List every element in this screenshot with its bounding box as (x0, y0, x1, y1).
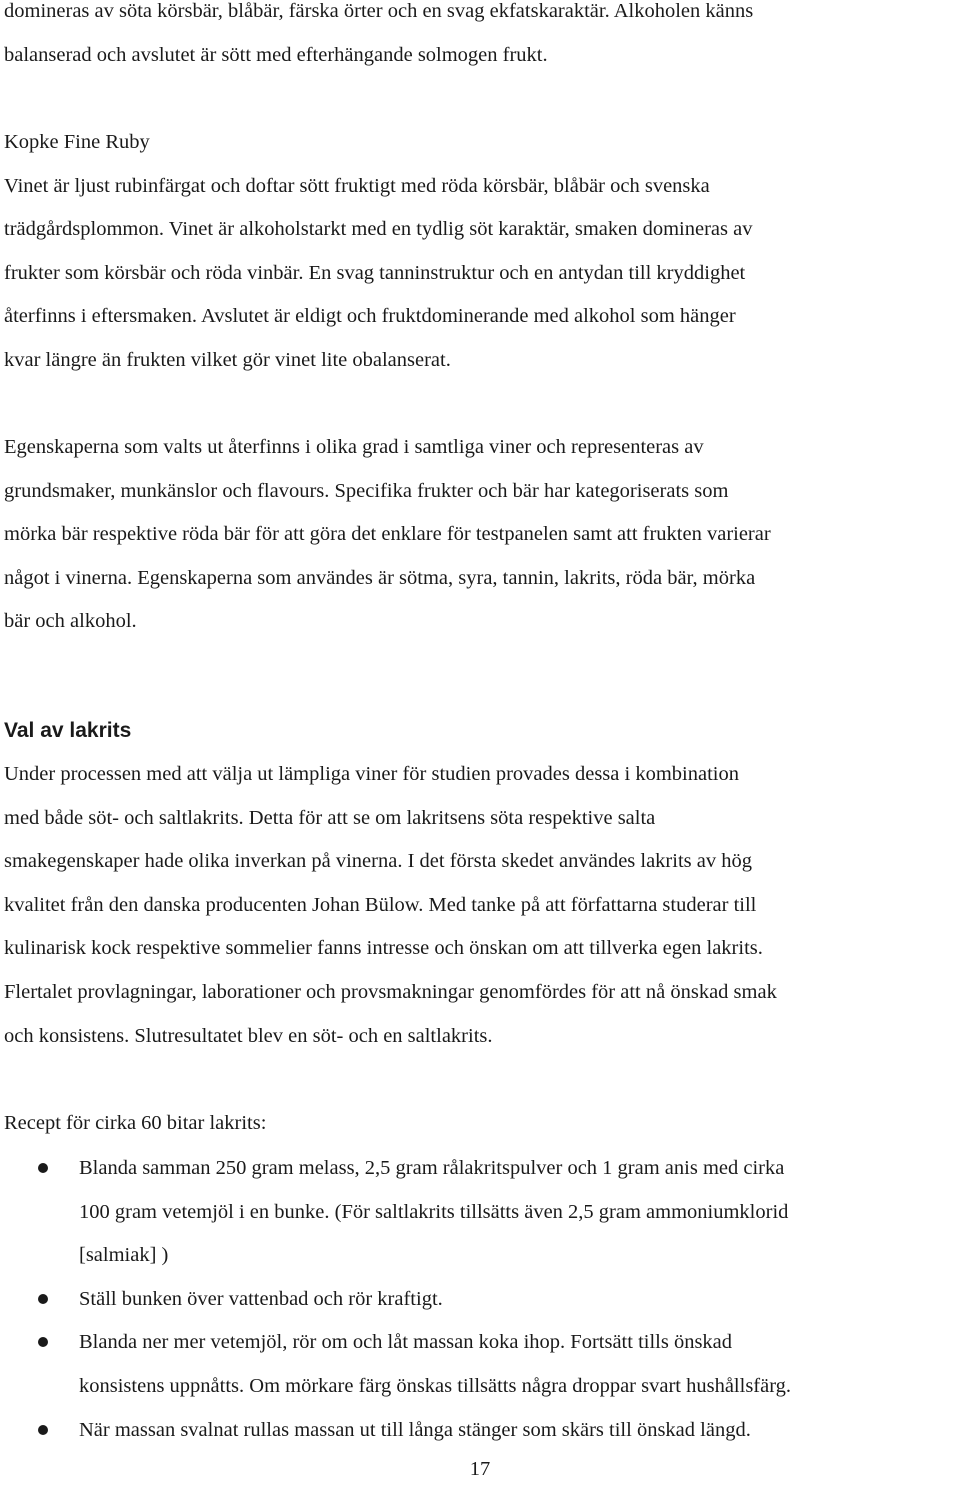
text-line: återfinns i eftersmaken. Avslutet är eldigt och fruktdominerande med alkohol som hänger (4, 305, 736, 328)
text-line: smakegenskaper hade olika inverkan på vinerna. I det första skedet användes lakrits av hög (4, 850, 752, 873)
text-line: 100 gram vetemjöl i en bunke. (För saltlakrits tillsätts även 2,5 gram ammoniumklorid (79, 1200, 789, 1223)
text-line: domineras av söta körsbär, blåbär, färska örter och en svag ekfatskaraktär. Alkoholen känns (4, 0, 754, 22)
wine-name: Kopke Fine Ruby (4, 131, 150, 153)
text-line: Egenskaperna som valts ut återfinns i olika grad i samtliga viner och representeras av (4, 436, 704, 458)
recipe-title: Recept för cirka 60 bitar lakrits: (4, 1112, 267, 1134)
text-line: mörka bär respektive röda bär för att göra det enklare för testpanelen samt att frukten varierar (4, 523, 771, 546)
recipe-steps (4, 1147, 791, 1452)
text-line: balanserad och avslutet är sött med efterhängande solmogen frukt. (4, 43, 548, 66)
text-line: kvalitet från den danska producenten Johan Bülow. Med tanke på att författarna studerar till (4, 893, 757, 916)
lakrits-section (4, 709, 131, 753)
text-line: och konsistens. Slutresultatet blev en söt- och en saltlakrits. (4, 1024, 493, 1047)
page-number: 17 (469, 1458, 491, 1480)
list-item (4, 1278, 791, 1322)
bullet-icon (38, 1294, 48, 1304)
recipe-title-block (4, 1102, 266, 1146)
bullet-icon (38, 1425, 48, 1435)
text-line: [salmiak] ) (79, 1244, 169, 1267)
text-line: Blanda ner mer vetemjöl, rör om och låt massan koka ihop. Fortsätt tills önskad (79, 1331, 733, 1354)
intro-paragraph (4, 0, 753, 77)
recipe-list (4, 1147, 791, 1452)
text-line: bär och alkohol. (4, 610, 137, 633)
list-item (4, 1409, 791, 1453)
text-line: Vinet är ljust rubinfärgat och doftar sött fruktigt med röda körsbär, blåbär och svenska (4, 174, 710, 197)
text-line: När massan svalnat rullas massan ut till långa stänger som skärs till önskad längd. (79, 1418, 751, 1441)
section-heading: Val av lakrits (4, 719, 132, 742)
text-line: Blanda samman 250 gram melass, 2,5 gram rålakritspulver och 1 gram anis med cirka (79, 1157, 785, 1179)
kopke-paragraph (4, 121, 752, 383)
text-line: grundsmaker, munkänslor och flavours. Specifika frukter och bär har kategoriserats som (4, 479, 729, 502)
text-line: Flertalet provlagningar, laborationer och provsmakningar genomfördes för att nå önskad smak (4, 980, 777, 1003)
text-line: trädgårdsplommon. Vinet är alkoholstarkt med en tydlig söt karaktär, smaken domineras av (4, 218, 753, 241)
bullet-icon (38, 1163, 48, 1173)
text-line: kulinarisk kock respektive sommelier fanns intresse och önskan om att tillverka egen lakrits. (4, 937, 763, 960)
egenskaper-paragraph (4, 426, 771, 644)
text-line: Ställ bunken över vattenbad och rör kraftigt. (79, 1287, 443, 1310)
text-line: med både söt- och saltlakrits. Detta för att se om lakritsens söta respektive salta (4, 806, 656, 829)
text-line: Under processen med att välja ut lämpliga viner för studien provades dessa i kombination (4, 763, 739, 785)
text-line: frukter som körsbär och röda vinbär. En svag tanninstruktur och en antydan till kryddighet (4, 261, 746, 284)
text-line: kvar längre än frukten vilket gör vinet lite obalanserat. (4, 348, 451, 371)
text-line: något i vinerna. Egenskaperna som användes är sötma, syra, tannin, lakrits, röda bär, mörka (4, 566, 756, 589)
list-item (4, 1321, 791, 1408)
list-item (4, 1147, 791, 1278)
lakrits-paragraph (4, 753, 777, 1058)
text-line: konsistens uppnåtts. Om mörkare färg önskas tillsätts några droppar svart hushållsfärg. (79, 1374, 792, 1397)
bullet-icon (38, 1337, 48, 1347)
